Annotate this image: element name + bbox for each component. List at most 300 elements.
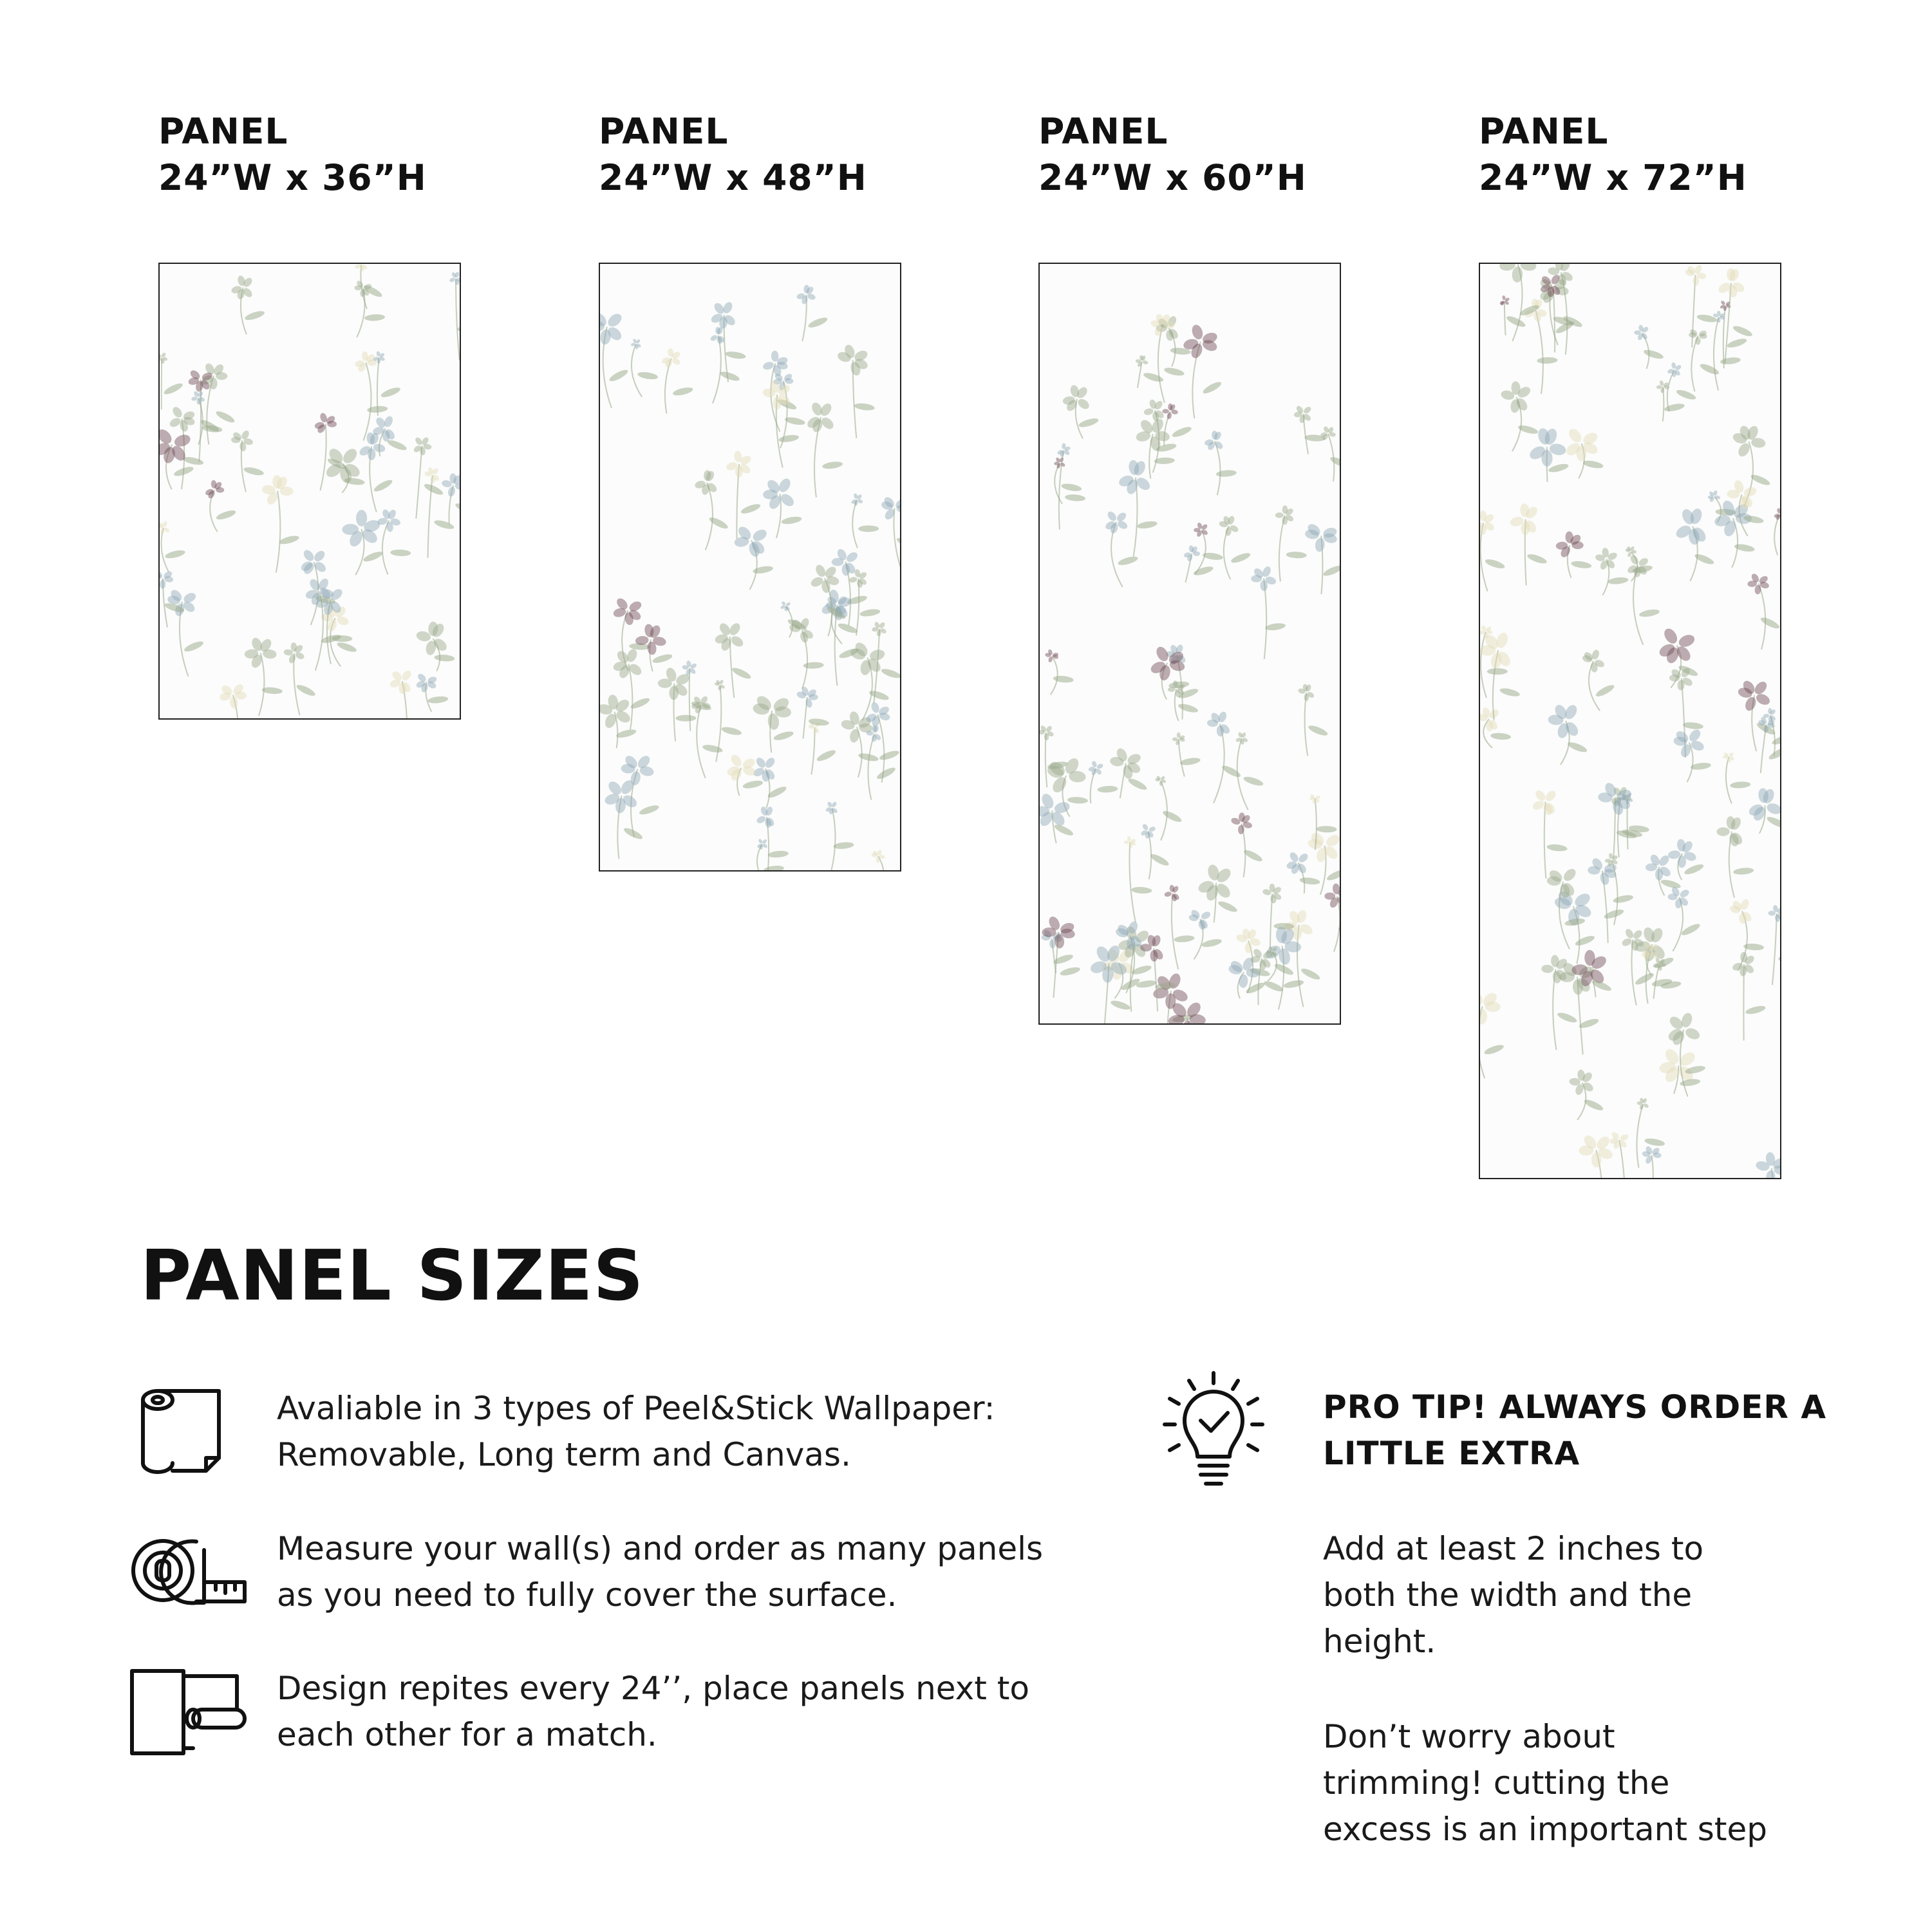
floral-petal	[1562, 866, 1579, 883]
floral-leaf	[1680, 922, 1702, 937]
panel-preview-60	[1038, 263, 1341, 1025]
floral-petal	[1162, 409, 1169, 413]
floral-stem	[1129, 842, 1135, 922]
floral-petal	[1662, 626, 1680, 646]
floral-leaf	[1110, 999, 1132, 1011]
floral-petal	[857, 498, 863, 504]
floral-petal	[1282, 516, 1288, 525]
floral-stem	[730, 637, 735, 698]
panel-roll-icon	[129, 1667, 251, 1757]
feature-repeat	[277, 1665, 1029, 1758]
floral-leaf	[725, 350, 746, 360]
floral-stem	[856, 579, 859, 636]
floral-leaf	[423, 482, 444, 497]
floral-petal	[1324, 893, 1335, 900]
floral-petal	[600, 310, 609, 328]
floral-stem	[1772, 913, 1777, 985]
wallpaper-roll-icon	[129, 1387, 232, 1477]
floral-petal	[814, 563, 827, 579]
floral-leaf	[1546, 844, 1568, 852]
feature-line: as you need to fully cover the surface.	[277, 1576, 897, 1614]
floral-leaf	[183, 640, 204, 654]
panel-preview-72	[1479, 263, 1781, 1179]
floral-leaf	[1300, 967, 1321, 982]
panel-heading-72	[1479, 108, 1747, 201]
floral-leaf	[859, 608, 881, 618]
feature-line: each other for a match.	[277, 1716, 657, 1753]
floral-stem	[1505, 301, 1506, 335]
floral-petal	[447, 486, 456, 498]
floral-leaf	[672, 386, 693, 397]
floral-leaf	[1230, 551, 1251, 564]
floral-petal	[758, 838, 763, 844]
floral-leaf	[1490, 732, 1512, 741]
floral-leaf	[1053, 823, 1074, 837]
floral-stem	[868, 734, 874, 800]
floral-leaf	[615, 728, 637, 740]
floral-petal	[1716, 827, 1730, 836]
floral-stem	[1305, 693, 1308, 756]
floral-leaf	[1750, 473, 1771, 487]
floral-petal	[849, 728, 861, 743]
floral-petal	[1533, 788, 1547, 803]
pro-tip-paragraph-2	[1323, 1713, 1767, 1852]
floral-petal	[1541, 965, 1553, 973]
floral-petal	[1304, 694, 1309, 701]
floral-stem	[1051, 656, 1058, 695]
floral-leaf	[1675, 388, 1696, 402]
floral-petal	[1544, 789, 1557, 803]
floral-petal	[1621, 937, 1633, 947]
floral-petal	[1679, 888, 1691, 899]
floral-leaf	[1243, 775, 1264, 787]
floral-leaf	[833, 841, 854, 850]
floral-leaf	[639, 803, 661, 816]
floral-stem	[1046, 732, 1047, 787]
floral-leaf	[803, 662, 823, 669]
floral-leaf	[1730, 781, 1751, 788]
floral-leaf	[1733, 867, 1754, 875]
floral-leaf	[1664, 402, 1685, 413]
floral-petal	[160, 579, 166, 588]
floral-petal	[312, 549, 326, 563]
panel-size: 24”W x 60”H	[1038, 157, 1307, 198]
floral-leaf	[1299, 877, 1320, 886]
floral-petal	[1288, 851, 1300, 863]
floral-petal	[1754, 692, 1772, 707]
floral-leaf	[215, 508, 237, 521]
floral-leaf	[1143, 371, 1165, 384]
floral-leaf	[1217, 899, 1238, 913]
floral-petal	[1754, 584, 1761, 594]
floral-leaf	[1777, 950, 1780, 962]
panel-preview-48	[599, 263, 901, 872]
floral-leaf	[163, 382, 184, 396]
feature-line: Measure your wall(s) and order as many panels	[277, 1530, 1044, 1567]
floral-leaf	[183, 456, 204, 467]
floral-leaf	[1574, 934, 1595, 947]
floral-leaf	[1683, 863, 1705, 876]
floral-leaf	[1771, 733, 1780, 747]
floral-petal	[709, 334, 718, 342]
floral-leaf	[1201, 938, 1222, 949]
floral-leaf	[1265, 622, 1286, 631]
floral-leaf	[1127, 777, 1148, 792]
floral-leaf	[362, 550, 384, 563]
floral-petal	[773, 396, 782, 409]
floral-leaf	[1078, 416, 1100, 429]
floral-leaf	[1326, 868, 1340, 882]
floral-stem	[1059, 450, 1064, 529]
floral-leaf	[1732, 324, 1753, 339]
floral-stem	[1714, 317, 1719, 390]
floral-leaf	[637, 371, 659, 380]
floral-leaf	[1286, 552, 1307, 559]
floral-leaf	[1745, 1004, 1766, 1015]
floral-petal	[1566, 427, 1584, 445]
floral-petal	[606, 312, 624, 330]
floral-petal	[1141, 823, 1149, 832]
floral-stem	[1279, 515, 1285, 581]
floral-leaf	[364, 313, 386, 321]
floral-leaf	[1613, 893, 1634, 904]
floral-leaf	[1067, 796, 1088, 804]
floral-leaf	[1566, 740, 1588, 754]
floral-leaf	[1161, 809, 1183, 824]
panel-size: 24”W x 72”H	[1479, 157, 1747, 198]
floral-leaf	[854, 402, 875, 411]
floral-leaf	[1548, 462, 1569, 474]
floral-petal	[849, 576, 858, 583]
floral-leaf	[386, 438, 408, 452]
floral-stem	[320, 424, 326, 490]
panel-label: PANEL	[1479, 111, 1609, 152]
floral-petal	[1683, 1026, 1701, 1041]
feature-line: Avaliable in 3 types of Peel&Stick Wallpaper:	[277, 1390, 995, 1427]
floral-leaf	[1526, 552, 1548, 565]
floral-petal	[1655, 868, 1663, 880]
floral-leaf	[1308, 723, 1329, 737]
floral-leaf	[1117, 555, 1139, 566]
floral-petal	[1297, 852, 1309, 864]
floral-petal	[1143, 407, 1154, 416]
floral-leaf	[1595, 683, 1616, 698]
tip-heading-line: LITTLE EXTRA	[1323, 1435, 1580, 1472]
floral-petal	[1275, 512, 1284, 518]
floral-leaf	[740, 502, 761, 515]
floral-stem	[811, 727, 814, 774]
floral-stem	[276, 491, 281, 573]
floral-stem	[1172, 893, 1178, 969]
tip-line: both the width and the	[1323, 1576, 1693, 1614]
floral-petal	[160, 569, 164, 579]
feature-line: Design repites every 24’’, place panels next to	[277, 1670, 1029, 1707]
floral-petal	[1239, 974, 1248, 988]
floral-petal	[168, 416, 182, 429]
floral-petal	[1060, 462, 1066, 467]
floral-leaf	[731, 666, 752, 680]
floral-stem	[1161, 781, 1167, 841]
floral-leaf	[455, 501, 460, 516]
floral-leaf	[880, 667, 900, 680]
floral-leaf	[816, 748, 837, 763]
floral-petal	[1050, 775, 1069, 795]
floral-stem	[161, 528, 169, 572]
floral-stem	[1774, 514, 1779, 555]
floral-leaf	[1537, 357, 1557, 364]
floral-leaf	[1221, 764, 1242, 779]
floral-petal	[1116, 519, 1129, 530]
floral-petal	[1190, 323, 1205, 340]
floral-leaf	[390, 549, 411, 556]
floral-stem	[1481, 632, 1487, 698]
pro-tip-heading	[1323, 1384, 1826, 1477]
floral-leaf	[768, 850, 789, 859]
floral-petal	[400, 669, 413, 682]
floral-leaf	[721, 725, 742, 736]
floral-petal	[171, 406, 183, 420]
floral-petal	[1302, 406, 1312, 415]
floral-petal	[1480, 1009, 1487, 1025]
floral-petal	[302, 548, 316, 563]
floral-leaf	[1149, 852, 1170, 868]
floral-leaf	[1643, 348, 1665, 360]
floral-leaf	[1582, 460, 1604, 470]
floral-leaf	[675, 715, 696, 722]
floral-petal	[781, 601, 786, 606]
floral-petal	[1164, 891, 1172, 897]
floral-leaf	[1682, 722, 1703, 730]
floral-leaf	[623, 826, 644, 841]
floral-leaf	[608, 368, 629, 383]
floral-leaf	[1059, 966, 1080, 977]
floral-leaf	[1177, 702, 1199, 714]
floral-petal	[729, 753, 744, 769]
floral-stem	[831, 808, 835, 870]
floral-petal	[845, 550, 859, 564]
floral-leaf	[433, 519, 455, 531]
floral-stem	[1179, 739, 1185, 777]
floral-leaf	[373, 478, 394, 493]
floral-petal	[729, 634, 746, 649]
feature-types	[277, 1385, 995, 1478]
floral-leaf	[1499, 687, 1520, 698]
floral-petal	[1096, 763, 1104, 769]
floral-stem	[632, 344, 642, 397]
floral-stem	[294, 653, 299, 716]
floral-petal	[1106, 510, 1118, 522]
floral-leaf	[1065, 494, 1086, 501]
floral-leaf	[1171, 425, 1192, 438]
floral-leaf	[1644, 1137, 1665, 1147]
panel-heading-36	[158, 108, 427, 201]
floral-leaf	[1061, 482, 1082, 492]
floral-stem	[1215, 441, 1221, 495]
floral-petal	[764, 756, 776, 770]
tip-heading-line: PRO TIP! ALWAYS ORDER A	[1323, 1388, 1827, 1426]
floral-stem	[1726, 757, 1732, 803]
floral-leaf	[427, 696, 449, 704]
floral-petal	[762, 360, 775, 371]
floral-petal	[1776, 508, 1780, 514]
floral-leaf	[261, 687, 283, 695]
floral-leaf	[1759, 615, 1780, 630]
floral-petal	[751, 527, 768, 543]
floral-stem	[416, 445, 422, 518]
floral-leaf	[1192, 564, 1214, 577]
floral-leaf	[215, 409, 236, 425]
floral-leaf	[1571, 560, 1592, 569]
floral-stem	[1633, 566, 1643, 645]
floral-stem	[713, 335, 721, 403]
floral-stem	[456, 278, 460, 360]
floral-petal	[1520, 264, 1537, 272]
floral-stem	[1315, 798, 1317, 850]
floral-leaf	[295, 683, 317, 698]
floral-petal	[449, 277, 456, 283]
floral-petal	[1765, 801, 1780, 816]
floral-leaf	[781, 516, 802, 525]
floral-leaf	[1660, 878, 1682, 890]
panel-heading-48	[599, 108, 867, 201]
floral-leaf	[243, 466, 264, 477]
panel-label: PANEL	[158, 111, 288, 152]
floral-petal	[1643, 1103, 1649, 1108]
floral-leaf	[380, 386, 401, 399]
floral-leaf	[1726, 337, 1748, 349]
floral-leaf	[1557, 1011, 1578, 1025]
floral-stem	[894, 508, 900, 566]
floral-leaf	[1263, 979, 1284, 993]
floral-petal	[1532, 799, 1546, 812]
floral-leaf	[164, 549, 185, 560]
floral-leaf	[837, 622, 858, 635]
floral-leaf	[1216, 469, 1237, 477]
floral-stem	[1637, 1104, 1643, 1168]
floral-leaf	[1131, 886, 1152, 894]
panel-heading-60	[1038, 108, 1307, 201]
floral-petal	[1632, 929, 1644, 941]
floral-leaf	[1097, 785, 1118, 793]
floral-leaf	[719, 370, 741, 383]
floral-leaf	[702, 743, 723, 754]
floral-leaf	[1578, 1017, 1600, 1030]
floral-leaf	[1487, 668, 1508, 675]
floral-leaf	[807, 315, 829, 329]
floral-petal	[1324, 833, 1340, 848]
floral-petal	[777, 477, 792, 494]
tip-line: height.	[1323, 1623, 1436, 1660]
floral-leaf	[1136, 520, 1158, 530]
floral-leaf	[244, 310, 266, 322]
floral-leaf	[652, 653, 673, 665]
floral-leaf	[1245, 981, 1266, 996]
floral-leaf	[858, 525, 879, 532]
floral-stem	[852, 499, 858, 548]
lightbulb-check-icon	[1156, 1368, 1271, 1490]
floral-stem	[697, 705, 706, 778]
floral-leaf	[1608, 576, 1629, 584]
floral-petal	[341, 446, 359, 465]
floral-leaf	[336, 640, 357, 653]
floral-leaf	[1163, 366, 1185, 377]
tape-measure-icon	[126, 1532, 248, 1609]
floral-leaf	[1484, 557, 1506, 570]
floral-leaf	[773, 730, 794, 742]
floral-petal	[1743, 695, 1758, 712]
floral-stem	[689, 668, 691, 731]
floral-petal	[1714, 495, 1720, 499]
floral-leaf	[1678, 664, 1699, 678]
floral-leaf	[1638, 608, 1660, 618]
floral-leaf	[742, 779, 764, 790]
feature-line: Removable, Long term and Canvas.	[277, 1436, 851, 1473]
floral-petal	[1717, 317, 1720, 322]
floral-petal	[161, 352, 167, 359]
floral-leaf	[1179, 756, 1201, 766]
floral-petal	[755, 756, 767, 770]
floral-petal	[1076, 397, 1091, 411]
floral-stem	[363, 362, 371, 441]
floral-leaf	[1174, 935, 1195, 943]
floral-leaf	[1583, 1097, 1604, 1112]
floral-leaf	[278, 534, 299, 546]
floral-leaf	[1201, 380, 1223, 395]
floral-leaf	[822, 461, 843, 470]
floral-petal	[414, 436, 424, 446]
floral-petal	[1752, 680, 1769, 697]
tip-line: trimming! cutting the	[1323, 1764, 1670, 1802]
floral-petal	[1624, 928, 1635, 940]
floral-leaf	[1699, 362, 1720, 376]
panel-label: PANEL	[599, 111, 729, 152]
floral-leaf	[1316, 826, 1336, 833]
panel-size: 24”W x 36”H	[158, 157, 427, 198]
floral-petal	[1200, 910, 1212, 920]
tip-line: Add at least 2 inches to	[1323, 1530, 1704, 1567]
floral-petal	[1720, 300, 1726, 306]
floral-petal	[160, 427, 174, 446]
page-title: PANEL SIZES	[140, 1236, 644, 1316]
floral-stem	[1158, 325, 1165, 402]
feature-measure	[277, 1525, 1043, 1618]
floral-petal	[1315, 537, 1326, 552]
tip-line: Don’t worry about	[1323, 1718, 1615, 1755]
pro-tip-paragraph-1	[1323, 1525, 1703, 1665]
floral-leaf	[1322, 564, 1340, 578]
floral-leaf	[1767, 746, 1780, 761]
panel-preview-36	[158, 263, 461, 720]
floral-leaf	[434, 654, 455, 662]
floral-stem	[1535, 310, 1543, 394]
floral-leaf	[764, 864, 785, 870]
floral-leaf	[778, 434, 800, 443]
floral-stem	[877, 714, 884, 783]
floral-leaf	[1766, 815, 1780, 830]
floral-leaf	[878, 749, 900, 762]
panel-size: 24”W x 48”H	[599, 157, 867, 198]
floral-petal	[762, 839, 767, 844]
floral-leaf	[1483, 1043, 1505, 1056]
panel-label: PANEL	[1038, 111, 1168, 152]
floral-leaf	[1505, 314, 1526, 329]
floral-stem	[1553, 290, 1555, 352]
floral-leaf	[1283, 979, 1304, 989]
floral-petal	[1124, 841, 1129, 844]
floral-leaf	[876, 765, 897, 781]
floral-petal	[1695, 337, 1700, 345]
tip-line: excess is an important step	[1323, 1811, 1767, 1848]
